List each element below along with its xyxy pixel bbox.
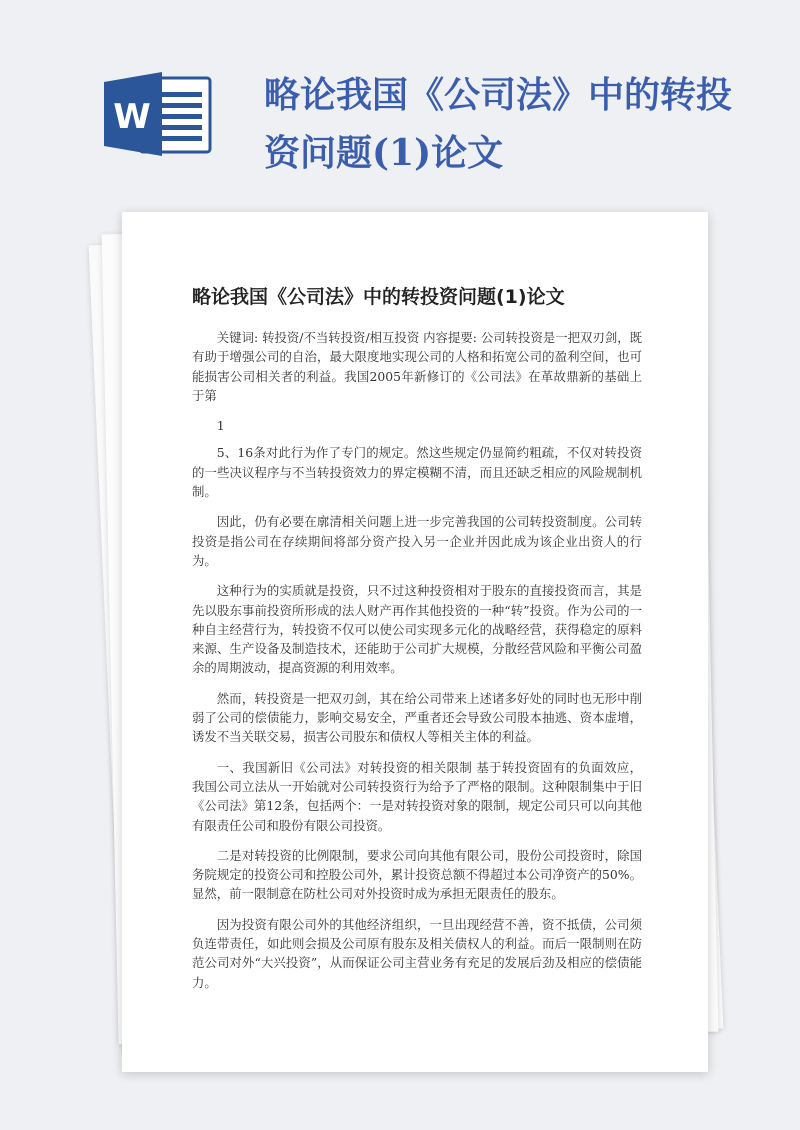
paragraph: 5、16条对此行为作了专门的规定。然这些规定仍显简约粗疏，不仅对转投资的一些决议程序与不当转投资效力的界定模糊不清，而且还缺乏相应的风险规制机制。 bbox=[192, 445, 642, 500]
paragraph: 一、我国新旧《公司法》对转投资的相关限制 基于转投资固有的负面效应，我国公司立法从一开始就对公司转投资行为给予了严格的限制。这种限制集中于旧《公司法》第12条，包括两个：一是对转投资对象的限制，规定公司只可以向其他有限责任公司和股份有限公司投资。 bbox=[192, 759, 642, 833]
paragraph: 然而，转投资是一把双刃剑，其在给公司带来上述诸多好处的同时也无形中削弱了公司的偿债能力，影响交易安全，严重者还会导致公司股本抽逃、资本虚增，诱发不当关联交易，损害公司股东和债权人等相关主体的利益。 bbox=[192, 690, 642, 745]
paragraph: 因此，仍有必要在廓清相关问题上进一步完善我国的公司转投资制度。公司转投资是指公司在存续期间将部分资产投入另一企业并因此成为该企业出资人的行为。 bbox=[192, 514, 642, 568]
header-title: 略论我国《公司法》中的转投资问题(1)论文 bbox=[264, 74, 733, 174]
word-logo-letter: W bbox=[113, 97, 151, 137]
paragraph-keywords: 关键词: 转投资/不当转投资/相互投资 内容提要: 公司转投资是一把双刃剑，既有助于增强公司的自治，最大限度地实现公司的人格和拓宽公司的盈利空间，也可能损害公司相关者的利益。我国2005年新修订的《公司法》在革故鼎新的基础上于第 bbox=[192, 330, 642, 403]
document-page bbox=[122, 212, 708, 1072]
header-banner bbox=[0, 0, 800, 200]
word-document-icon bbox=[104, 70, 214, 158]
document-title: 略论我国《公司法》中的转投资问题(1)论文 bbox=[192, 286, 565, 308]
paragraph: 二是对转投资的比例限制，要求公司向其他有限公司，股份公司投资时，除国务院规定的投资公司和控股公司外，累计投资总额不得超过本公司净资产的50%。显然，前一限制意在防杜公司对外投资时成为承担无限责任的股东。 bbox=[192, 847, 642, 902]
paragraph-number: 1 bbox=[216, 418, 225, 434]
document-body bbox=[192, 328, 642, 1003]
paragraph: 这种行为的实质就是投资，只不过这种投资相对于股东的直接投资而言，其是先以股东事前投资所形成的法人财产再作其他投资的一种“转”投资。作为公司的一种自主经营行为，转投资不仅可以使公司实现多元化的战略经营，获得稳定的原料来源、生产设备及制造技术，还能助于公司扩大规模，分散经营风险和平衡公司盈余的周期波动，提高资源的利用效率。 bbox=[192, 583, 642, 676]
paragraph: 因为投资有限公司外的其他经济组织，一旦出现经营不善，资不抵债，公司须负连带责任，如此则会损及公司原有股东及相关债权人的利益。而后一限制则在防范公司对外“大兴投资”，从而保证公司主营业务有充足的发展后劲及相应的偿债能力。 bbox=[192, 916, 642, 990]
